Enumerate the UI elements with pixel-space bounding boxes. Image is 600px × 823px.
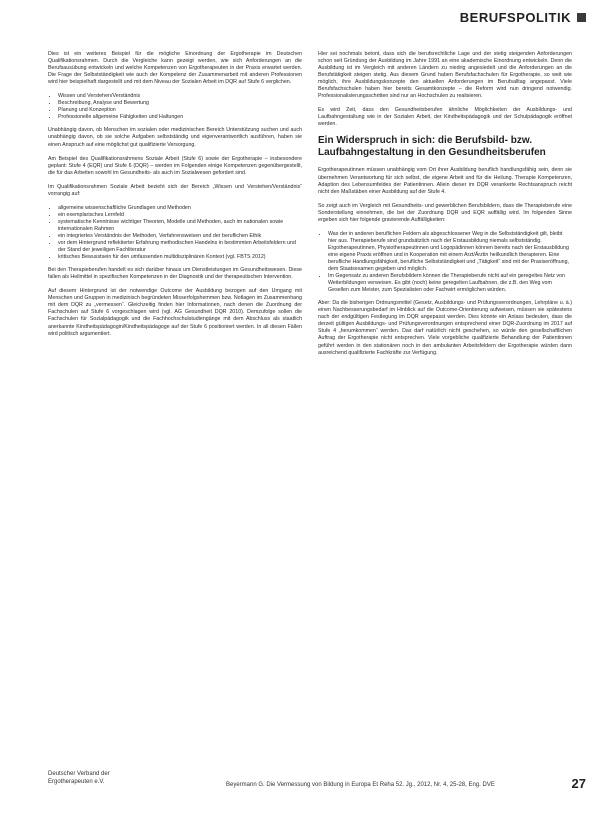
section-marker-icon [577,13,586,22]
paragraph: Hier sei nochmals betont, dass sich die berufsrechtliche Lage und der stetig steigenden Anforderungen schon seit Gründung der Ausbildung im Jahre 1991 an eine akademische Einordnung entwickeln. Denn die Ausbildung ist im Vergleich mit anderen Ländern zu niedrig angesiedelt und die Anforderungen an die Berufstätigkeit steigen stetig. Aus diesem Grund haben Berufsfachschulen für Ergotherapie, so weit wie möglich, ihre Ausbildungskonzepte den aktuellen Anforderungen im Berufsalltag angepasst. Viele Berufsfachschulen haben hier bereits Gesamtkonzepte – die Reform wird nun dringend notwendig. Professionalisierungsschritten sind nur an Hochschulen zu realisieren. [318,51,572,100]
page-footer [48,770,586,810]
section-subheading: Ein Widerspruch in sich: die Berufsbild- bzw. Laufbahngestaltung in den Gesundheitsberufen [318,135,546,159]
page-number: 27 [571,776,586,791]
list-item: • vor dem Hintergrund reflektierter Erfahrung methodischen Handelns in bestimmten Arbeitsfeldern und der Stand der jeweiligen Fachliteratur [58,240,302,254]
paragraph: Im Qualifikationsrahmen Soziale Arbeit bezieht sich der Bereich „Wissen und Verstehen/Verständnis“ vorrangig auf: [48,183,302,197]
section-header [460,10,586,25]
paragraph: Dies ist ein weiteres Beispiel für die mögliche Einordnung der Ergotherapie im Deutschen Qualifikationsrahmen. Durch die Vergleiche kann gezeigt werden, wie sich Anforderungen an die Berufsausübung entwickeln und welche Kompetenzen von Ergotherapeuten in der Praxis erwartet werden. Die Frage der Selbstständigkeit wie auch der Kompetenz der Zusammenarbeit mit anderen Professionen wird hier beispielhaft dargestellt und mit dem Niveau der Sozialen Arbeit im DQR auf Stufe 6 verglichen. [48,51,302,86]
left-column [48,51,302,345]
bullet-list [318,231,572,294]
publisher-line: Deutscher Verband der [48,771,110,777]
list-item: • Wissen und Verstehen/Verständnis [58,93,302,100]
paragraph: Ergotherapeutinnen müssen unabhängig vom Ort ihrer Ausbildung beruflich handlungsfähig sein, denn sie übernehmen Verantwortung für sich selbst, die eigene Arbeit und für die Heilung. Therapie Kompetenzen, Adaption des Lebensumfeldes der Patientinnen. Allein dieser im DQR verankerte Rechtsanspruch reicht nicht den Maßstäben einer Ausbildung auf der Stufe 4. [318,167,572,195]
publisher-line: Ergotherapeuten e.V. [48,779,105,785]
list-item: • systematische Kenntnisse wichtiger Theorien, Modelle und Methoden, auch im nationalen sowie internationalen Rahmen [58,219,302,233]
list-item: • allgemeine wissenschaftliche Grundlagen und Methoden [58,205,302,212]
sub-bullet-list [48,205,302,261]
section-title: BERUFSPOLITIK [459,10,571,25]
list-item: • Im Gegensatz zu anderen Berufsbildern können die Therapieberufe nicht auf ein geregeltes Netz von Weiterbildungen verweisen. Es gibt (noch) keine geregelten Laufbahnen, die z.B. den Weg vom Gesellen zum Meister, zum Spezialisten oder Fachwirt ermöglichen würden. [328,273,572,294]
paragraph: Am Beispiel des Qualifikationsrahmens Soziale Arbeit (Stufe 6) sowie der Ergotherapie – insbesondere geplant: Stufe 4 (EQR) und Stufe 6 (DQR) – werden im Folgenden einige Kompetenzen gegenübergestellt, die für das Arbeiten sowohl im Gesundheits- als auch im Sozialwesen gefordert sind. [48,155,302,176]
paragraph: Es wird Zeit, dass den Gesundheitsberufen ähnliche Möglichkeiten der Ausbildungs- und Laufbahngestaltung wie in der Sozialen Arbeit, der Kindheitspädagogik und der Schulpädagogik eröffnet werden. [318,107,572,128]
right-column [318,51,572,364]
list-item: • Beschreibung, Analyse und Bewertung [58,100,302,107]
paragraph: So zeigt auch im Vergleich mit Gesundheits- und gewerblichen Berufsbildern, dass die Therapieberufe eine Sonderstellung einnehmen, die bei der Zuordnung DQR und EQR auffällig wird. Im folgenden Sinne ergeben sich hier folgende gravierende Auffälligkeiten: [318,202,572,223]
paragraph: Bei den Therapieberufen handelt es sich darüber hinaus um Dienstleistungen im Gesundheitswesen. Diese fallen als Heilmittel in spezifischen Kompetenzen in der Diagnostik und der therapeutischen Intervention. [48,267,302,281]
paragraph: Unabhängig davon, ob Menschen im sozialen oder medizinischen Bereich Unterstützung suchen und auch unabhängig davon, ob sie solche Aufgaben selbstständig und eigenverantwortlich ausführen, haben sie einen Anspruch auf eine möglichst gut qualifizierte Versorgung. [48,127,302,148]
list-item: • Planung und Konzeption [58,107,302,114]
list-item: • Professionelle allgemeine Fähigkeiten und Haltungen [58,114,302,121]
citation: Beyermann G. Die Vermessung von Bildung in Europa Et Reha 52. Jg., 2012, Nr. 4, 25-28, Eng. DVE [226,782,495,788]
publisher [48,770,110,786]
list-item: • ein exemplarisches Lernfeld [58,212,302,219]
paragraph: Auf diesem Hintergrund ist der notwendige Outcome der Ausbildung bezogen auf den Umgang mit Menschen und Gruppen in medizinisch begründeten Misserfolgshemmen bzw. Notlagen im Zusammenhang mit dem DQR zu „vermessen“. Gleichzeitig finden hier Informationen, nach denen die Zuordnung der Fachschulen auf Stufe 6 vorgeschlagen wird (vgl. AG Gesundheit DQR 2010). Demzufolge sollen die Fachschulen für Sozialpädagogik und die Fachhochschulstudiengänge mit dem Abschluss als staatlich anerkannte Kindheitspädagogin/Kindheitspädagoge auf der Stufe 6 positioniert werden. In all diesen Fällen wird politisch argumentiert. [48,288,302,337]
list-item: • kritisches Bewusstsein für den umfassenden multidisziplinären Kontext (vgl. FBTS 2012) [58,254,302,261]
list-item: • Was der in anderen beruflichen Feldern als abgeschlossener Weg in die Selbstständigkeit gilt, bleibt hier aus. Therapieberufe sind grundsätzlich nach der Erstausbildung niemals selbstständig. Ergotherapeutinnen, Physiotherapeutinnen und Logopädinnen können bereits nach der Erstausbildung eine eigene Praxis eröffnen und in Kooperation mit einem Arzt/Ärztin heilkundlich therapieren. Eine berufliche Handlungsfähigkeit, berufliche Selbstständigkeit und „Tätigkeit“ sind mit der Praxiseröffnung, dem Staatsexamen gegeben und möglich. [328,231,572,273]
bullet-list [48,93,302,121]
list-item: • ein integriertes Verständnis der Methoden, Verfahrensweisen und der beruflichen Ethik [58,233,302,240]
paragraph: Aber: Da die bisherigen Ordnungsmittel (Gesetz, Ausbildungs- und Prüfungsverordnungen, Lehrpläne u. ä.) einen Nachbesserungsbedarf im Hinblick auf die Outcome-Orientierung aufweisen, müssen sie spätestens nach der endgültigen Festlegung im DQR angepasst werden. Dies könnte ein Anlass bedeuten, dass die derzeit gültigen Ausbildungs- und Prüfungsverordnungen entsprechend einer DQR-Zuordnung im 2017 auf Stufe 4 „herumkommen“ werden. Das darf natürlich nicht geschehen, so würde den gesellschaftlichen Auftrag der Ergotherapie nicht entsprechen. Viele vorgebliche qualifizierte Behandlung der Patientinnen geführt werden in den stationären noch in den ambulanten Arbeitsfeldern der Ergotherapie würden dann ausreichend qualifizierte Fachkräfte zur Verfügung. [318,300,572,356]
